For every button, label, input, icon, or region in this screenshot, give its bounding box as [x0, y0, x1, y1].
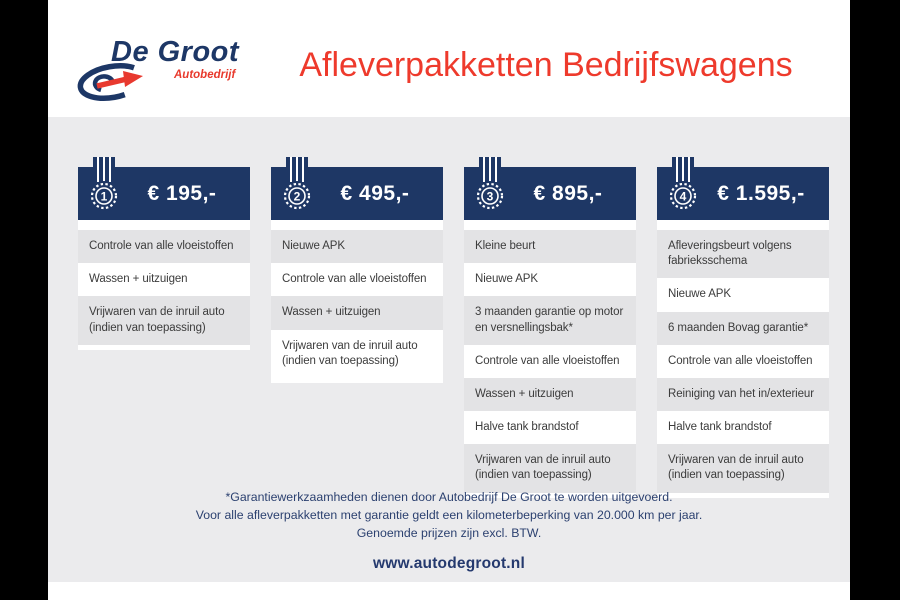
package-item: Wassen + uitzuigen	[89, 273, 188, 286]
package-header	[657, 167, 829, 220]
package-item: Nieuwe APK	[668, 288, 731, 301]
package-item: Vrijwaren van de inruil auto (indien van toepassing)	[657, 444, 829, 492]
page-title: Afleverpakketten Bedrijfswagens	[299, 46, 793, 84]
package-price: € 1.595,-	[717, 181, 805, 205]
package-item: Kleine beurt	[464, 230, 636, 263]
package-item: Controle van alle vloeistoffen	[475, 354, 620, 367]
medal-icon	[86, 157, 122, 213]
medal-number: 1	[100, 189, 108, 204]
package-item: Halve tank brandstof	[475, 421, 579, 434]
brand-name: De Groot	[111, 36, 240, 68]
package-item: Halve tank brandstof	[668, 421, 772, 434]
package-price: € 495,-	[340, 181, 410, 205]
package-item: Vrijwaren van de inruil auto (indien van toepassing)	[282, 339, 418, 367]
package-body	[78, 220, 250, 350]
medal-number: 4	[679, 189, 687, 204]
packages-panel	[48, 117, 850, 582]
package-item: 6 maanden Bovag garantie*	[657, 312, 829, 345]
package-item: Reiniging van het in/exterieur	[657, 378, 829, 411]
package-header	[78, 167, 250, 220]
package-item: Wassen + uitzuigen	[271, 296, 443, 329]
brand-subtitle: Autobedrijf	[174, 69, 236, 81]
package-header	[271, 167, 443, 220]
package-item: 3 maanden garantie op motor en versnellingsbak*	[464, 296, 636, 344]
footnote-line: *Garantiewerkzaamheden dienen door Autobedrijf De Groot te worden uitgevoerd.	[225, 490, 673, 504]
footnotes	[48, 488, 850, 573]
package-item: Controle van alle vloeistoffen	[282, 273, 427, 286]
package-card	[271, 167, 443, 498]
package-header	[464, 167, 636, 220]
medal-icon	[665, 157, 701, 213]
package-item: Controle van alle vloeistoffen	[668, 354, 813, 367]
package-body	[657, 220, 829, 498]
package-card	[464, 167, 636, 498]
package-item: Vrijwaren van de inruil auto (indien van toepassing)	[464, 444, 636, 492]
medal-icon	[472, 157, 508, 213]
package-body	[271, 220, 443, 383]
package-body	[464, 220, 636, 498]
package-item: Controle van alle vloeistoffen	[78, 230, 250, 263]
medal-number: 2	[293, 189, 301, 204]
package-item: Nieuwe APK	[475, 273, 538, 286]
medal-number: 3	[486, 189, 494, 204]
package-price: € 195,-	[147, 181, 217, 205]
website-link[interactable]: www.autodegroot.nl	[373, 555, 525, 572]
package-price: € 895,-	[533, 181, 603, 205]
footnote-line: Voor alle afleverpakketten met garantie geldt een kilometerbeperking van 20.000 km per jaar.	[195, 508, 703, 522]
package-item: Wassen + uitzuigen	[464, 378, 636, 411]
package-card	[657, 167, 829, 498]
packages	[78, 167, 829, 498]
medal-icon	[279, 157, 315, 213]
package-item: Vrijwaren van de inruil auto (indien van toepassing)	[78, 296, 250, 344]
package-item: Nieuwe APK	[271, 230, 443, 263]
brand-logo	[75, 36, 265, 106]
package-card	[78, 167, 250, 498]
page-content	[48, 0, 850, 600]
package-item: Afleveringsbeurt volgens fabrieksschema	[657, 230, 829, 278]
footnote-line: Genoemde prijzen zijn excl. BTW.	[356, 526, 542, 540]
